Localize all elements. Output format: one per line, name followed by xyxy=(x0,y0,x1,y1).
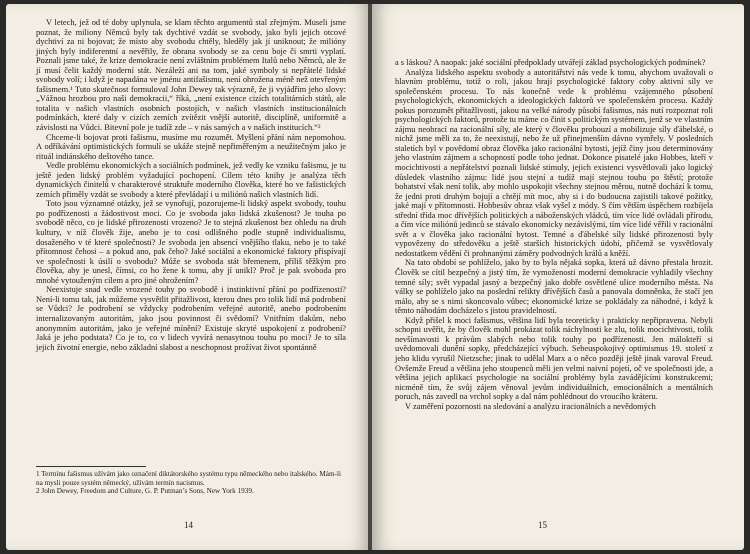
page-number: 15 xyxy=(538,520,547,530)
right-page xyxy=(372,4,744,550)
footnote: 2 John Dewey, Freedom and Culture, G. P. Putman’s Sons, New York 1939. xyxy=(36,487,254,496)
left-page-body xyxy=(36,18,346,352)
paragraph: a s láskou? A naopak: jaké sociální předpoklady utvářejí základ psychologických podmínek? xyxy=(395,58,706,67)
paragraph: Chceme-li bojovat proti fašismu, musíme mu rozumět. Myšlení přání nám nepomohou. A odříkávání optimistických formulí se ukáže stejně nepřiměřeným a neužitečným jako je rituál indiánského deštového tance. xyxy=(36,132,346,161)
footnote-rule xyxy=(36,466,146,467)
paragraph: Vedle problému ekonomických a sociálních podmínek, jež vedly ke vzniku fašismu, je tu ještě jeden lidský problém vyžadující pochopení. Cílem této knihy je analýza těch dynamických činitelů v charakterové struktuře moderního člověka, které ho ve fašistických zemích přiměly vzdát se svobody a které převládají i u miliónů našich vlastních lidí. xyxy=(36,161,346,199)
paragraph: V letech, jež od té doby uplynula, se klam těchto argumentů stal zřejmým. Museli jsme poznat, že miliony Němců byly tak dychtivé vzdát se svobody, jako byli jejich otcové dychtiví za ni bojovat; že místo aby svobodu chtěly, hleděly jak jí uniknout; že milióny jiných byly indiferentní a nevěřily, že obrana svobody se za cenu boje či smrti vyplatí. Poznali jsme také, že krize demokracie není zvláštním problémem Italů nebo Němců, ale že jí musí čelit každý moderní stát. Nezáleží ani na tom, jaké symboly si nepřátelé lidské svobody volí; i když je napadána ve jménu antifašismu, není ohrožena méně než otevřeným fašismem.¹ Tuto skutečnost formuloval John Dewey tak výrazně, že ji vyjádřím jeho slovy: „Vážnou hrozbou pro naši demokracii,“ říká, „není existence cizích totalitárních států, ale totalita v našich vlastních osobních postojích, v našich vlastních institucionálních podmínkách, které daly v cizích zemích zvítězit vnější autoritě, disciplíně, uniformitě a závislosti na Vůdci. Bitevní pole je tudíž zde – v nás samých a v našich institucích.“² xyxy=(36,18,346,133)
paragraph: Na tato období se pohlíželo, jako by to byla nějaká sopka, která už dávno přestala hrozit. Člověk se cítil bezpečný a jistý tím, že vymoženosti moderní demokracie vyhladily všechny temné síly; svět vypadal jasný a bezpečný jako dobře osvětlené ulice moderního města. Na války se pohlíželo jako na poslední relikty dřívějších časů a panovala domněnka, že stačí jen málo, aby se s nimi skoncovalo vůbec; ekonomické krize se pokládaly za náhodné, i když k těmto náhodám docházelo s jistou pravidelností. xyxy=(395,258,713,316)
paragraph: Když přišel k moci fašismus, většina lidí byla teoreticky i prakticky nepřipravena. Nebyli schopni uvěřit, že by člověk mohl prokázat tolik náchylnosti ke zlu, tolik mocichtivosti, tolik nevšímavosti k právům slabých nebo tolik touhy po podřízenosti. Jen málokteří si uvědomovali dunění sopky, předcházející výbuch. Sebeuspokojivý optimismus 19. století z jeho klidu vyrušil Nietzsche; jinak to udělal Marx a o něco později ještě jinak varoval Freud. Ovšemže Freud a většina jeho stoupenců měli jen velmi naivní pojetí, oč ve společnosti jde, a většina jejich aplikací psychologie na sociální problémy byla zavádějícími konstrukcemi; nicméně tím, že svůj zájem věnoval jevům individuálních, emocionálních a mentálních poruch, nás zavedl na vrchol sopky a dal nám pohlédnout do vroucího kráteru. xyxy=(395,315,713,402)
footnotes xyxy=(36,466,346,496)
footnote: 1 Termínu fašismus užívám jako označení diktátorského systému typu německého nebo italského. Mám-li na mysli pouze systém německý, užívám termín nacismus. xyxy=(36,470,341,487)
paragraph: Toto jsou významné otázky, jež se vynořují, pozorujeme-li lidský aspekt svobody, touhu po podřízenosti a žádostivost moci. Co je svoboda jako lidská zkušenost? Je touha po svobodě něco, co je lidské přirozenosti vrozeno? Je to stejná zkušenost bez ohledu na druh kultury, v níž člověk žije, anebo je to cosi odlišného podle stupně individualismu, dosaženého v té které společnosti? Je svoboda jen absencí vnějšího tlaku, nebo je to také přítomnost čehosi – a pokud ano, pak čeho? Jaké sociální a ekonomické faktory přispívají ve společnosti k úsilí o svobodu? Může se svoboda stát břemenem, příliš těžkým pro člověka, aby je unesl, čímsi, co ho žene k tomu, aby jí unikl? Proč je pak svoboda pro mnohé vytouženým cílem a pro jiné ohrožením? xyxy=(36,199,346,285)
paragraph: V zaměření pozornosti na sledování a analýzu iracionálních a nevědomých xyxy=(405,401,656,411)
paragraph: Analýza lidského aspektu svobody a autoritářství nás vede k tomu, abychom uvažovali o hlavním problému, totiž o roli, jakou hrají psychologické faktory coby aktivní síly ve společenském procesu. To nás konečně vede k problému vzájemného působení psychologických, ekonomických a ideologických faktorů ve společenském procesu. Každý pokus porozumět přitažlivosti, jakou na velké národy působí fašismus, nás nutí rozpoznat roli psychologických faktorů, protože tu máme co činit s politickým systémem, jenž se ve vlastním zájmu neobrací na racionální síly, ale který v člověku probouzí a mobilizuje síly ďábelské, o nichž jsme měli za to, že neexistují, nebo že už přinejmenším dávno vymřely. V posledních staletích byl v povědomí obraz člověka jako racionální bytosti, jejíž činy jsou determinovány jeho vlastním zájmem a schopností podle toho jednat. Dokonce pisatelé jako Hobbes, kteří v mocichtivosti a nepřátelství poznali lidské stimuly, jejich existenci vysvětlovali jako logický důsledek vlastního zájmu: lidé jsou stejní a tudíž mají stejnou touhu po štěstí; protože bohatství však není tolik, aby mohlo uspokojit všechny stejnou měrou, nutně dochází k tomu, že jedni proti druhým bojují a chtějí mít moc, aby si i do budoucna zajistili takové požitky, jaké mají v přítomnosti. Hobbesův obraz však vyšel z módy. S čím větším úspěchem rozbíjela střední třída moc dřívějších politických a náboženských vládců, tím více lidé ovládali přírodu, a čím více miliónů jedinců se stávalo ekonomicky nezávislými, tím více lidé věřili v racionální svět a v člověka jako racionální bytost. Temné a ďábelské síly lidské přirozenosti byly vypovězeny do středověku a ještě starších historických údobí, přičemž se vysvětlovaly nedostatkem vědění či prohnanými záměry podvodných králů a kněží. xyxy=(395,67,713,258)
left-page xyxy=(6,4,370,550)
paragraph: Neexistuje snad vedle vrozené touhy po svobodě i instinktivní přání po podřízenosti? Není-li tomu tak, jak můžeme vysvětlit přitažlivost, kterou dnes pro tolik lidí má podrobení se Vůdci? Je podrobení se vždycky podrobením veřejné autoritě, anebo podrobením internalizovaným autoritám, jako jsou povinnost či svědomí? Vnitřním tlakům, nebo anonymním autoritám, jako je veřejné mínění? Existuje skryté uspokojení z podrobení? Jaká je jeho podstata? Co je to, co v lidech vyvírá nenasytnou touhu po moci? Je to síla jejich životní energie, nebo základní slabost a neschopnost prožívat život spontánně xyxy=(36,285,346,352)
page-number: 14 xyxy=(184,520,193,530)
right-page-body xyxy=(395,58,713,411)
